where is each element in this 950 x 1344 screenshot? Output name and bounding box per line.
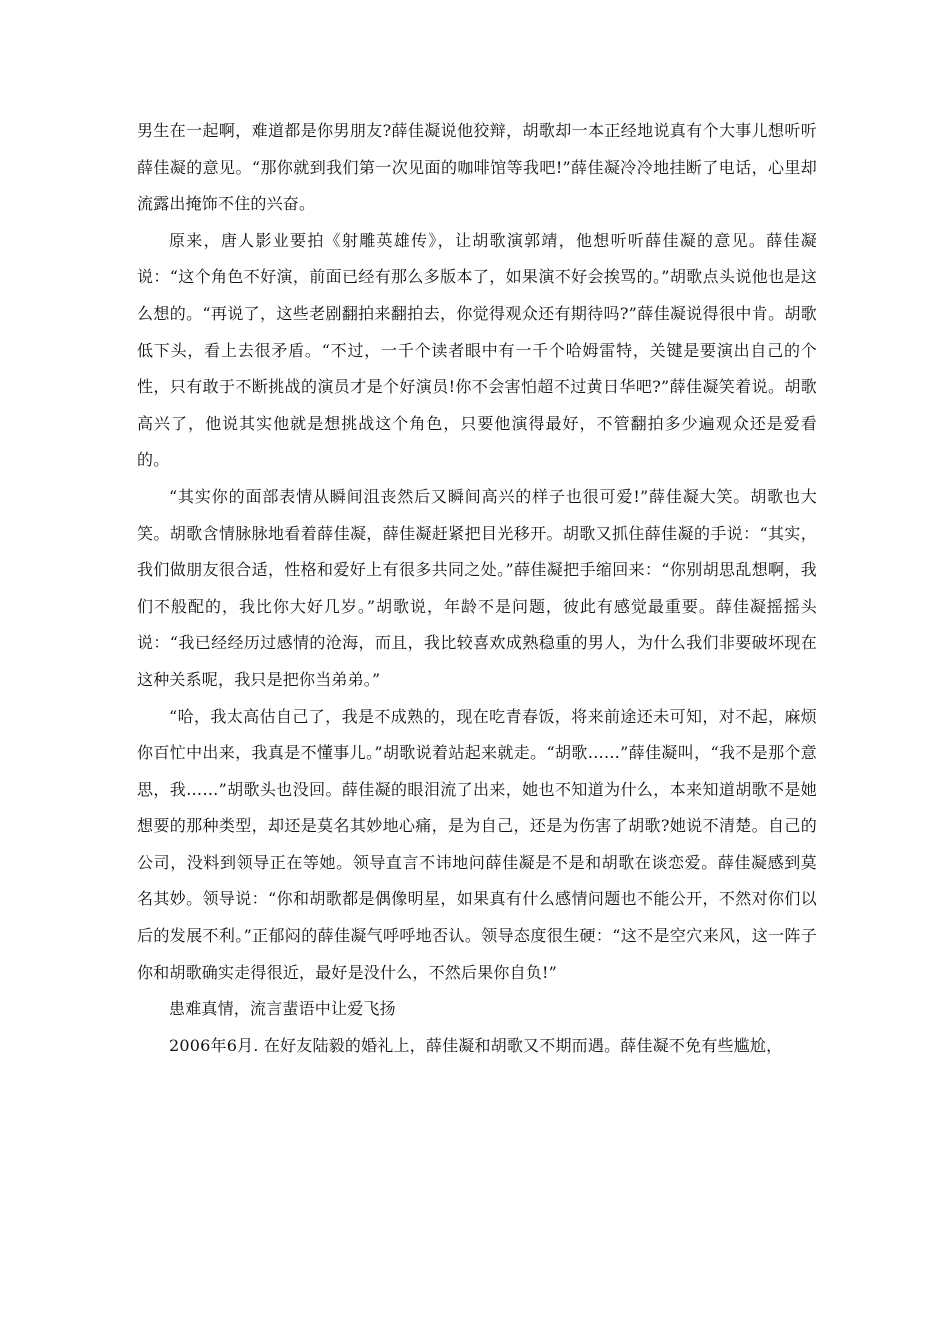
paragraph-facial-expression: “其实你的面部表情从瞬间沮丧然后又瞬间高兴的样子也很可爱!”薛佳凝大笑。胡歌也大笑。胡歌含情脉脉地看着薛佳凝，薛佳凝赶紧把目光移开。胡歌又抓住薛佳凝的手说：“其实，我们做朋友很合适，性格和爱好上有很多共同之处。”薛佳凝把手缩回来：“你别胡思乱想啊，我们不般配的，我比你大好几岁。”胡歌说，年龄不是问题，彼此有感觉最重要。薛佳凝摇摇头说：“我已经经历过感情的沧海，而且，我比较喜欢成熟稳重的男人，为什么我们非要破坏现在这种关系呢，我只是把你当弟弟。”: [137, 486, 817, 689]
paragraph-continuation: 男生在一起啊，难道都是你男朋友?薛佳凝说他狡辩，胡歌却一本正经地说真有个大事儿想听听薛佳凝的意见。“那你就到我们第一次见面的咖啡馆等我吧!”薛佳凝冷冷地挂断了电话，心里却流露出掩饰不住的兴奋。: [137, 121, 817, 214]
paragraph-shediao-role: 原来，唐人影业要拍《射雕英雄传》，让胡歌演郭靖，他想听听薛佳凝的意见。薛佳凝说：“这个角色不好演，前面已经有那么多版本了，如果演不好会挨骂的。”胡歌点头说他也是这么想的。“再说了，这些老剧翻拍来翻拍去，你觉得观众还有期待吗?”薛佳凝说得很中肯。胡歌低下头，看上去很矛盾。“不过，一千个读者眼中有一千个哈姆雷特，关键是要演出自己的个性，只有敢于不断挑战的演员才是个好演员!你不会害怕超不过黄日华吧?”薛佳凝笑着说。胡歌高兴了，他说其实他就是想挑战这个角色，只要他演得最好，不管翻拍多少遍观众还是爱看的。: [137, 230, 817, 470]
document-body: [137, 113, 817, 1064]
section-heading: 患难真情，流言蜚语中让爱飞扬: [169, 999, 396, 1019]
paragraph-wedding: 2006年6月. 在好友陆毅的婚礼上，薛佳凝和胡歌又不期而遇。薛佳凝不免有些尴尬，: [169, 1035, 783, 1055]
paragraph-overestimated: “哈，我太高估自己了，我是不成熟的，现在吃青春饭，将来前途还未可知，对不起，麻烦你百忙中出来，我真是不懂事儿。”胡歌说着站起来就走。“胡歌……”薛佳凝叫，“我不是那个意思，我……”胡歌头也没回。薛佳凝的眼泪流了出来，她也不知道为什么，本来知道胡歌不是她想要的那种类型，却还是莫名其妙地心痛，是为自己，还是为伤害了胡歌?她说不清楚。自己的公司，没料到领导正在等她。领导直言不讳地问薛佳凝是不是和胡歌在谈恋爱。薛佳凝感到莫名其妙。领导说：“你和胡歌都是偶像明星，如果真有什么感情问题也不能公开，不然对你们以后的发展不利。”正郁闷的薛佳凝气呼呼地否认。领导态度很生硬：“这不是空穴来风，这一阵子你和胡歌确实走得很近，最好是没什么，不然后果你自负!”: [137, 706, 817, 982]
